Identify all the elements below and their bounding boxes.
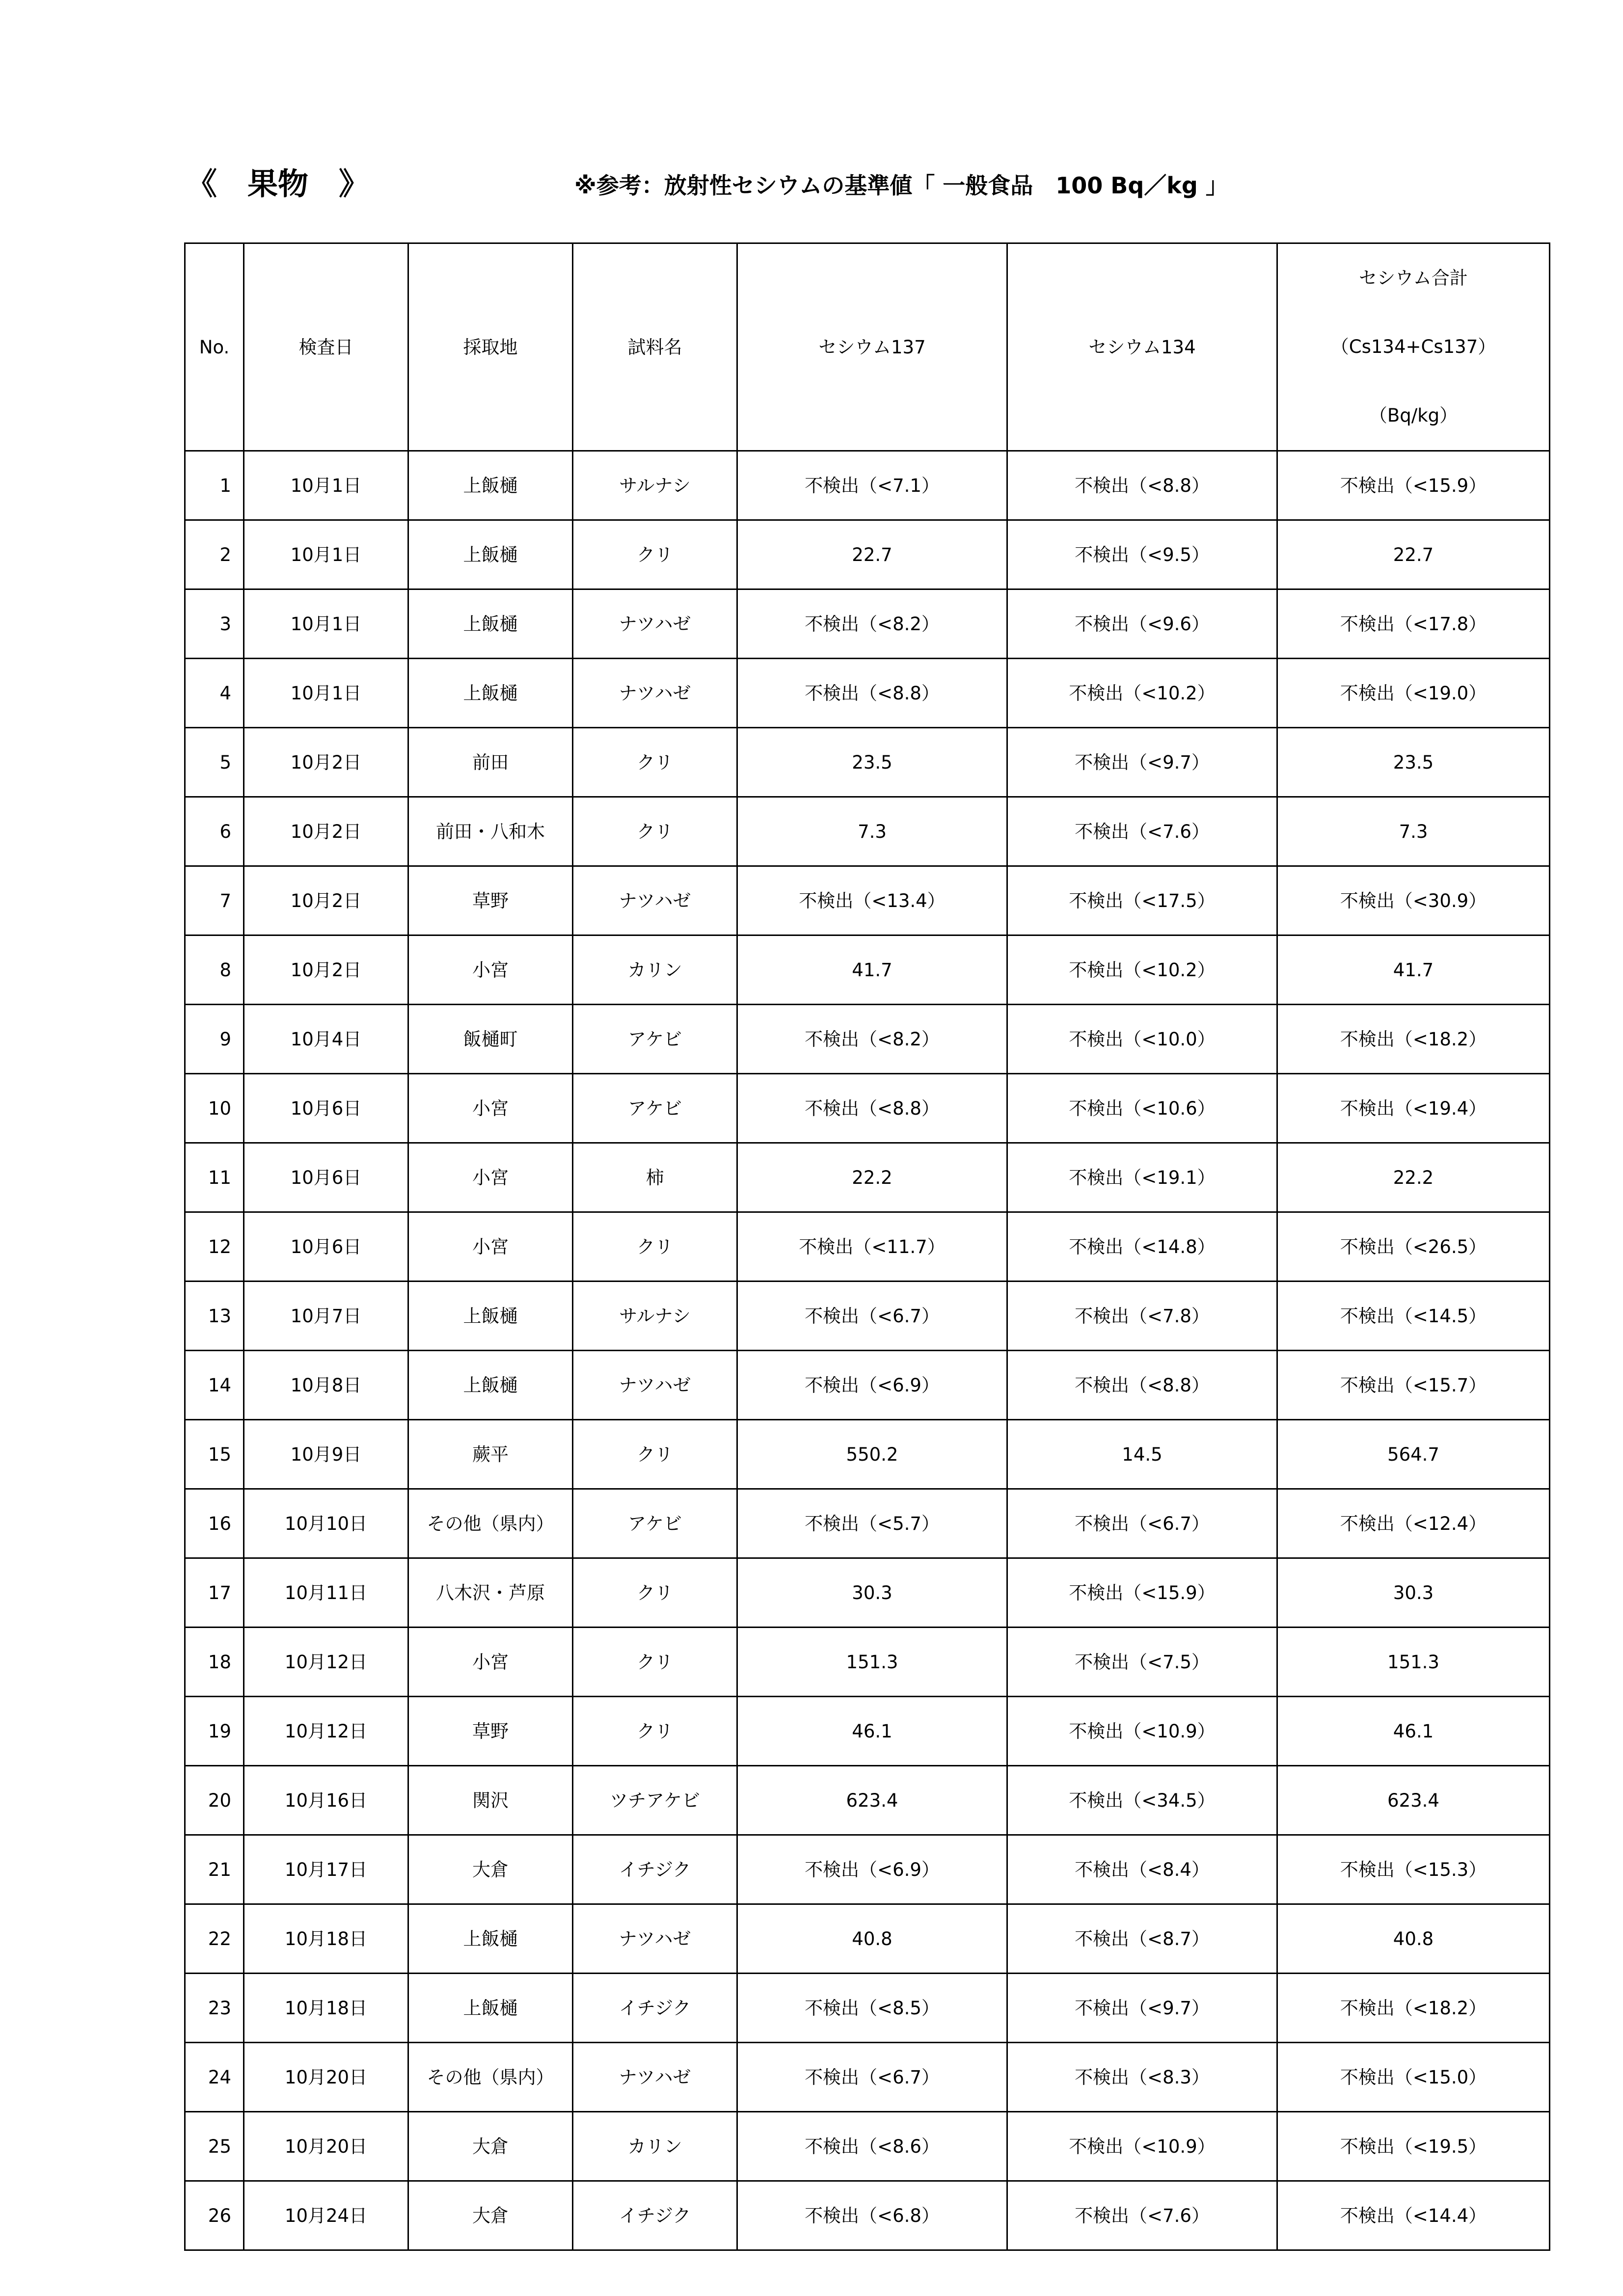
cesium-total-value: 不検出（<19.5） <box>1277 2112 1550 2181</box>
cesium-total-value: 151.3 <box>1277 1628 1550 1697</box>
table-row <box>185 1074 1550 1143</box>
inspection-date: 10月8日 <box>244 1351 408 1420</box>
cesium-total-value: 不検出（<15.7） <box>1277 1351 1550 1420</box>
row-no: 14 <box>185 1351 244 1420</box>
cesium-137-value: 不検出（<6.8） <box>737 2181 1007 2250</box>
cesium-total-value: 不検出（<12.4） <box>1277 1489 1550 1558</box>
cesium-137-value: 不検出（<7.1） <box>737 451 1007 520</box>
sampling-location: その他（県内） <box>408 1489 573 1558</box>
cesium-total-value: 623.4 <box>1277 1766 1550 1835</box>
table-row <box>185 451 1550 520</box>
table-row <box>185 1697 1550 1766</box>
header-inspection-date: 検査日 <box>244 243 408 451</box>
header-no: No. <box>185 243 244 451</box>
inspection-date: 10月4日 <box>244 1005 408 1074</box>
cesium-134-value: 14.5 <box>1007 1420 1277 1489</box>
inspection-date: 10月12日 <box>244 1697 408 1766</box>
cesium-134-value: 不検出（<10.2） <box>1007 659 1277 728</box>
cesium-137-value: 7.3 <box>737 797 1007 866</box>
sampling-location: 上飯樋 <box>408 659 573 728</box>
cesium-137-value: 41.7 <box>737 935 1007 1005</box>
header-sampling-location: 採取地 <box>408 243 573 451</box>
sampling-location: 草野 <box>408 1697 573 1766</box>
row-no: 18 <box>185 1628 244 1697</box>
inspection-date: 10月6日 <box>244 1074 408 1143</box>
row-no: 11 <box>185 1143 244 1212</box>
sampling-location: 上飯樋 <box>408 1281 573 1351</box>
row-no: 19 <box>185 1697 244 1766</box>
cesium-134-value: 不検出（<8.3） <box>1007 2043 1277 2112</box>
table-row <box>185 1212 1550 1281</box>
cesium-total-value: 40.8 <box>1277 1904 1550 1974</box>
sample-name: カリン <box>573 935 737 1005</box>
cesium-total-value: 不検出（<30.9） <box>1277 866 1550 935</box>
row-no: 13 <box>185 1281 244 1351</box>
cesium-134-value: 不検出（<10.2） <box>1007 935 1277 1005</box>
sampling-location: 蕨平 <box>408 1420 573 1489</box>
row-no: 1 <box>185 451 244 520</box>
sampling-location: 上飯樋 <box>408 451 573 520</box>
cesium-137-value: 不検出（<6.9） <box>737 1351 1007 1420</box>
cesium-total-value: 23.5 <box>1277 728 1550 797</box>
cesium-137-value: 不検出（<11.7） <box>737 1212 1007 1281</box>
sample-name: クリ <box>573 520 737 589</box>
sample-name: イチジク <box>573 2181 737 2250</box>
cesium-134-value: 不検出（<9.5） <box>1007 520 1277 589</box>
cesium-134-value: 不検出（<8.7） <box>1007 1904 1277 1974</box>
row-no: 5 <box>185 728 244 797</box>
cesium-134-value: 不検出（<19.1） <box>1007 1143 1277 1212</box>
inspection-date: 10月16日 <box>244 1766 408 1835</box>
inspection-date: 10月20日 <box>244 2043 408 2112</box>
inspection-date: 10月7日 <box>244 1281 408 1351</box>
row-no: 7 <box>185 866 244 935</box>
cesium-137-value: 不検出（<8.2） <box>737 1005 1007 1074</box>
row-no: 25 <box>185 2112 244 2181</box>
row-no: 3 <box>185 589 244 659</box>
inspection-date: 10月17日 <box>244 1835 408 1904</box>
inspection-date: 10月1日 <box>244 589 408 659</box>
cesium-137-value: 23.5 <box>737 728 1007 797</box>
sample-name: クリ <box>573 1212 737 1281</box>
sample-name: ツチアケビ <box>573 1766 737 1835</box>
table-header-row <box>185 243 1550 451</box>
cesium-total-value: 不検出（<15.9） <box>1277 451 1550 520</box>
cesium-137-value: 不検出（<6.7） <box>737 2043 1007 2112</box>
cesium-134-value: 不検出（<8.4） <box>1007 1835 1277 1904</box>
sample-name: ナツハゼ <box>573 866 737 935</box>
cesium-total-value: 不検出（<19.0） <box>1277 659 1550 728</box>
inspection-date: 10月2日 <box>244 866 408 935</box>
table-row <box>185 935 1550 1005</box>
cesium-total-value: 不検出（<18.2） <box>1277 1974 1550 2043</box>
section-title: 《 果物 》 <box>187 166 370 202</box>
row-no: 9 <box>185 1005 244 1074</box>
table-row <box>185 1974 1550 2043</box>
cesium-total-value: 不検出（<17.8） <box>1277 589 1550 659</box>
inspection-date: 10月18日 <box>244 1974 408 2043</box>
cesium-137-value: 550.2 <box>737 1420 1007 1489</box>
sampling-location: 上飯樋 <box>408 1904 573 1974</box>
sample-name: イチジク <box>573 1974 737 2043</box>
cesium-total-value: 46.1 <box>1277 1697 1550 1766</box>
sampling-location: 大倉 <box>408 2181 573 2250</box>
cesium-134-value: 不検出（<6.7） <box>1007 1489 1277 1558</box>
cesium-137-value: 40.8 <box>737 1904 1007 1974</box>
row-no: 4 <box>185 659 244 728</box>
table-row <box>185 797 1550 866</box>
cesium-results-table <box>184 242 1550 2251</box>
cesium-total-value: 564.7 <box>1277 1420 1550 1489</box>
cesium-137-value: 22.2 <box>737 1143 1007 1212</box>
row-no: 6 <box>185 797 244 866</box>
sample-name: ナツハゼ <box>573 659 737 728</box>
sampling-location: 小宮 <box>408 1212 573 1281</box>
table-row <box>185 1628 1550 1697</box>
table-row <box>185 2112 1550 2181</box>
page-header <box>187 164 1551 204</box>
table-row <box>185 1558 1550 1628</box>
row-no: 21 <box>185 1835 244 1904</box>
sample-name: イチジク <box>573 1835 737 1904</box>
sampling-location: 小宮 <box>408 1143 573 1212</box>
cesium-137-value: 不検出（<8.5） <box>737 1974 1007 2043</box>
header-cesium-total-formula: （Cs134+Cs137） <box>1330 336 1496 357</box>
row-no: 15 <box>185 1420 244 1489</box>
cesium-134-value: 不検出（<7.5） <box>1007 1628 1277 1697</box>
table-row <box>185 520 1550 589</box>
table-row <box>185 1281 1550 1351</box>
cesium-134-value: 不検出（<8.8） <box>1007 1351 1277 1420</box>
cesium-137-value: 46.1 <box>737 1697 1007 1766</box>
sampling-location: 上飯樋 <box>408 520 573 589</box>
sampling-location: その他（県内） <box>408 2043 573 2112</box>
sample-name: ナツハゼ <box>573 589 737 659</box>
inspection-date: 10月11日 <box>244 1558 408 1628</box>
header-cesium-137: セシウム137 <box>737 243 1007 451</box>
cesium-total-value: 22.2 <box>1277 1143 1550 1212</box>
cesium-137-value: 30.3 <box>737 1558 1007 1628</box>
sampling-location: 草野 <box>408 866 573 935</box>
cesium-total-value: 7.3 <box>1277 797 1550 866</box>
cesium-total-value: 不検出（<26.5） <box>1277 1212 1550 1281</box>
inspection-date: 10月12日 <box>244 1628 408 1697</box>
inspection-date: 10月9日 <box>244 1420 408 1489</box>
cesium-total-value: 30.3 <box>1277 1558 1550 1628</box>
row-no: 22 <box>185 1904 244 1974</box>
inspection-date: 10月10日 <box>244 1489 408 1558</box>
sampling-location: 前田 <box>408 728 573 797</box>
header-cesium-total <box>1277 243 1550 451</box>
cesium-137-value: 不検出（<8.6） <box>737 2112 1007 2181</box>
cesium-134-value: 不検出（<34.5） <box>1007 1766 1277 1835</box>
cesium-134-value: 不検出（<7.6） <box>1007 2181 1277 2250</box>
sample-name: アケビ <box>573 1074 737 1143</box>
cesium-137-value: 不検出（<6.7） <box>737 1281 1007 1351</box>
cesium-total-value: 不検出（<19.4） <box>1277 1074 1550 1143</box>
cesium-134-value: 不検出（<9.7） <box>1007 728 1277 797</box>
sample-name: クリ <box>573 1628 737 1697</box>
sampling-location: 小宮 <box>408 935 573 1005</box>
row-no: 10 <box>185 1074 244 1143</box>
table-row <box>185 2181 1550 2250</box>
row-no: 26 <box>185 2181 244 2250</box>
cesium-134-value: 不検出（<7.8） <box>1007 1281 1277 1351</box>
cesium-134-value: 不検出（<10.9） <box>1007 2112 1277 2181</box>
header-cesium-total-label: セシウム合計 <box>1359 267 1468 289</box>
table-row <box>185 1351 1550 1420</box>
cesium-137-value: 不検出（<13.4） <box>737 866 1007 935</box>
sampling-location: 小宮 <box>408 1074 573 1143</box>
cesium-137-value: 不検出（<5.7） <box>737 1489 1007 1558</box>
sampling-location: 上飯樋 <box>408 589 573 659</box>
inspection-date: 10月1日 <box>244 520 408 589</box>
row-no: 16 <box>185 1489 244 1558</box>
table-row <box>185 1766 1550 1835</box>
inspection-date: 10月2日 <box>244 728 408 797</box>
sample-name: アケビ <box>573 1489 737 1558</box>
cesium-134-value: 不検出（<14.8） <box>1007 1212 1277 1281</box>
sampling-location: 大倉 <box>408 2112 573 2181</box>
row-no: 8 <box>185 935 244 1005</box>
inspection-date: 10月6日 <box>244 1143 408 1212</box>
row-no: 24 <box>185 2043 244 2112</box>
cesium-137-value: 不検出（<6.9） <box>737 1835 1007 1904</box>
sample-name: カリン <box>573 2112 737 2181</box>
cesium-137-value: 不検出（<8.8） <box>737 1074 1007 1143</box>
table-row <box>185 1489 1550 1558</box>
sample-name: クリ <box>573 1420 737 1489</box>
cesium-total-value: 不検出（<18.2） <box>1277 1005 1550 1074</box>
sample-name: ナツハゼ <box>573 1351 737 1420</box>
cesium-total-value: 不検出（<15.0） <box>1277 2043 1550 2112</box>
cesium-total-value: 22.7 <box>1277 520 1550 589</box>
sample-name: ナツハゼ <box>573 2043 737 2112</box>
cesium-137-value: 不検出（<8.8） <box>737 659 1007 728</box>
sampling-location: 上飯樋 <box>408 1351 573 1420</box>
cesium-134-value: 不検出（<17.5） <box>1007 866 1277 935</box>
reference-standard-note: ※参考：放射性セシウムの基準値「 一般食品 100 Bq／kg 」 <box>574 172 1228 199</box>
inspection-date: 10月1日 <box>244 659 408 728</box>
inspection-date: 10月24日 <box>244 2181 408 2250</box>
row-no: 12 <box>185 1212 244 1281</box>
sample-name: アケビ <box>573 1005 737 1074</box>
sample-name: サルナシ <box>573 1281 737 1351</box>
row-no: 23 <box>185 1974 244 2043</box>
cesium-total-value: 不検出（<14.4） <box>1277 2181 1550 2250</box>
cesium-total-value: 41.7 <box>1277 935 1550 1005</box>
sample-name: クリ <box>573 1697 737 1766</box>
cesium-134-value: 不検出（<10.0） <box>1007 1005 1277 1074</box>
table-row <box>185 866 1550 935</box>
inspection-date: 10月18日 <box>244 1904 408 1974</box>
sampling-location: 関沢 <box>408 1766 573 1835</box>
table-row <box>185 2043 1550 2112</box>
cesium-134-value: 不検出（<15.9） <box>1007 1558 1277 1628</box>
header-sample-name: 試料名 <box>573 243 737 451</box>
header-cesium-total-unit: （Bq/kg） <box>1369 405 1458 426</box>
sampling-location: 小宮 <box>408 1628 573 1697</box>
inspection-date: 10月20日 <box>244 2112 408 2181</box>
cesium-134-value: 不検出（<8.8） <box>1007 451 1277 520</box>
cesium-total-value: 不検出（<15.3） <box>1277 1835 1550 1904</box>
cesium-137-value: 不検出（<8.2） <box>737 589 1007 659</box>
sample-name: ナツハゼ <box>573 1904 737 1974</box>
sampling-location: 大倉 <box>408 1835 573 1904</box>
inspection-date: 10月6日 <box>244 1212 408 1281</box>
row-no: 20 <box>185 1766 244 1835</box>
sample-name: クリ <box>573 1558 737 1628</box>
sampling-location: 上飯樋 <box>408 1974 573 2043</box>
cesium-134-value: 不検出（<10.9） <box>1007 1697 1277 1766</box>
table-row <box>185 1005 1550 1074</box>
inspection-date: 10月2日 <box>244 935 408 1005</box>
table-row <box>185 1143 1550 1212</box>
cesium-134-value: 不検出（<9.6） <box>1007 589 1277 659</box>
cesium-total-value: 不検出（<14.5） <box>1277 1281 1550 1351</box>
sampling-location: 前田・八和木 <box>408 797 573 866</box>
table-row <box>185 1904 1550 1974</box>
sampling-location: 八木沢・芦原 <box>408 1558 573 1628</box>
inspection-date: 10月2日 <box>244 797 408 866</box>
sample-name: 柿 <box>573 1143 737 1212</box>
table-row <box>185 1420 1550 1489</box>
table-row <box>185 1835 1550 1904</box>
cesium-134-value: 不検出（<7.6） <box>1007 797 1277 866</box>
sample-name: クリ <box>573 797 737 866</box>
cesium-137-value: 151.3 <box>737 1628 1007 1697</box>
table-row <box>185 659 1550 728</box>
header-cesium-134: セシウム134 <box>1007 243 1277 451</box>
sample-name: サルナシ <box>573 451 737 520</box>
sampling-location: 飯樋町 <box>408 1005 573 1074</box>
row-no: 2 <box>185 520 244 589</box>
table-row <box>185 589 1550 659</box>
cesium-137-value: 22.7 <box>737 520 1007 589</box>
cesium-134-value: 不検出（<10.6） <box>1007 1074 1277 1143</box>
cesium-137-value: 623.4 <box>737 1766 1007 1835</box>
results-table-body <box>185 243 1550 2250</box>
row-no: 17 <box>185 1558 244 1628</box>
inspection-date: 10月1日 <box>244 451 408 520</box>
sample-name: クリ <box>573 728 737 797</box>
cesium-134-value: 不検出（<9.7） <box>1007 1974 1277 2043</box>
table-row <box>185 728 1550 797</box>
